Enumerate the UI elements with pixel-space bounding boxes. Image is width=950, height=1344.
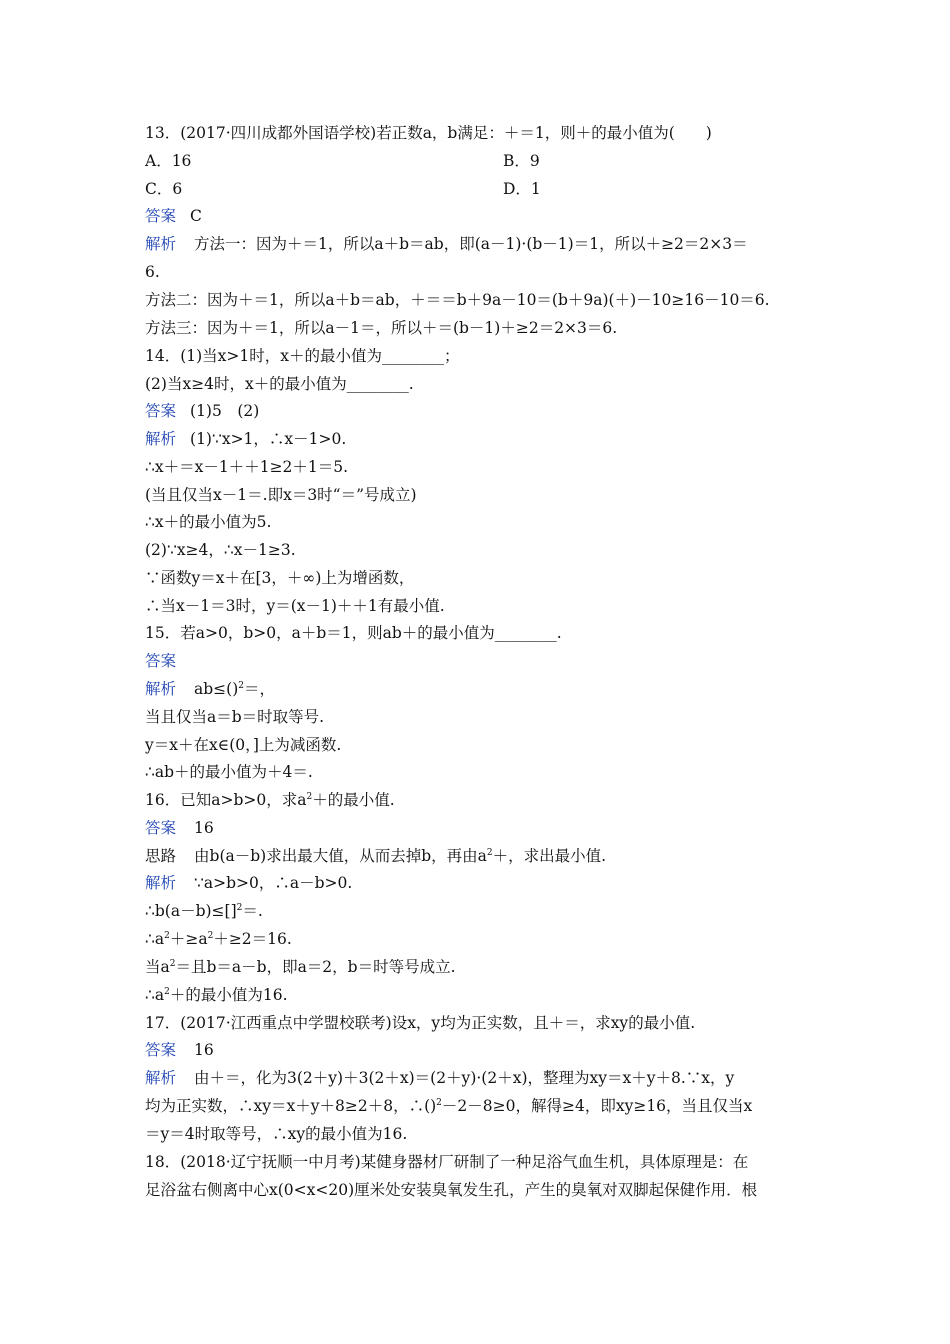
q14-analysis-line-7: ∴当x－1＝3时，y＝(x－1)＋＋1有最小值. xyxy=(145,597,445,615)
q14-analysis-line-6: ∵函数y＝x＋在[3，＋∞)上为增函数， xyxy=(145,569,415,587)
q15-answer xyxy=(145,651,815,671)
q13-answer-value: C xyxy=(190,207,202,225)
q13-option-b: B．9 xyxy=(503,152,540,170)
q13-answer xyxy=(145,206,815,226)
q14-stem-2: (2)当x≥4时，x＋的最小值为________. xyxy=(145,375,414,393)
answer-label: 答案 xyxy=(145,819,177,837)
q16-answer-value: 16 xyxy=(194,819,214,837)
analysis-label: 解析 xyxy=(145,235,177,253)
q14-analysis-line-4: ∴x＋的最小值为5. xyxy=(145,513,272,531)
q16-analysis-line-2: ∴b(a－b)≤[]$^2$＝. xyxy=(145,902,263,920)
q18-stem-1: 18．(2018·辽宁抚顺一中月考)某健身器材厂研制了一种足浴气血生机，具体原理是：在 xyxy=(145,1153,749,1171)
answer-label: 答案 xyxy=(145,652,177,670)
q15-analysis-line-3: y＝x＋在x∈(0，]上为减函数. xyxy=(145,736,342,754)
q14-analysis-line-3: (当且仅当x－1＝.即x＝3时“＝”号成立) xyxy=(145,486,417,504)
q16-analysis-line-4: 当$a^2=$且b＝a－b，即a＝2，b＝时等号成立. xyxy=(145,958,456,976)
q17-analysis-line-3: ＝y＝4时取等号，∴xy的最小值为16. xyxy=(145,1125,408,1143)
q17-analysis-line-1: 解析 由＋＝，化为3(2＋y)＋3(2＋x)＝(2＋y)·(2＋x)，整理为xy＝x＋y＋8.∵x，y xyxy=(145,1069,735,1087)
q15-analysis-line-4: ∴ab＋的最小值为＋4＝. xyxy=(145,763,313,781)
answer-label: 答案 xyxy=(145,402,177,420)
q16-answer xyxy=(145,818,815,838)
q13-analysis-line-1 xyxy=(145,234,815,254)
q17-stem: 17．(2017·江西重点中学盟校联考)设x，y均为正实数，且＋＝，求xy的最小值. xyxy=(145,1014,696,1032)
q13-options-row-1 xyxy=(145,151,815,171)
q13-option-c: C．6 xyxy=(145,180,183,198)
answer-label: 答案 xyxy=(145,207,177,225)
q17-analysis-line-2: 均为正实数，∴xy＝x＋y＋8≥2＋8，∴()$^2$－2－8≥0，解得≥4，即xy≥16，当且仅当x xyxy=(145,1097,753,1115)
q13-option-d: D．1 xyxy=(503,180,541,198)
q15-stem: 15．若a>0，b>0，a＋b＝1，则ab＋的最小值为________. xyxy=(145,624,562,642)
q14-stem-1: 14．(1)当x>1时，x＋的最小值为________； xyxy=(145,347,460,365)
analysis-label: 解析 xyxy=(145,1069,177,1087)
q17-answer-value: 16 xyxy=(194,1041,214,1059)
q16-idea: 思路 由b(a－b)求出最大值，从而去掉b，再由$a^2+$，求出最小值. xyxy=(145,847,607,865)
q14-analysis-line-1 xyxy=(145,429,815,449)
q14-analysis-line-2: ∴x＋＝x－1＋＋1≥2＋1＝5. xyxy=(145,458,349,476)
q15-analysis-line-1: 解析 ab≤()$^2$＝， xyxy=(145,680,276,698)
q18-stem-2: 足浴盆右侧离中心x(0<x<20)厘米处安装臭氧发生孔，产生的臭氧对双脚起保健作用．根 xyxy=(145,1181,758,1199)
q16-analysis-line-3: $\therefore a^2+\ge a^2+\ge 2=16$. xyxy=(145,930,292,948)
analysis-label: 解析 xyxy=(145,874,177,892)
q15-analysis-line-2: 当且仅当a＝b＝时取等号. xyxy=(145,708,325,726)
idea-label: 思路 xyxy=(145,847,177,865)
q14-analysis-line-5: (2)∵x≥4，∴x－1≥3. xyxy=(145,541,296,559)
q16-analysis-line-5: $\therefore a^2+$的最小值为16. xyxy=(145,986,288,1004)
q14-answer xyxy=(145,401,815,421)
q13-analysis-line-3: 方法二：因为＋＝1，所以a＋b＝ab，＋＝＝b＋9a－10＝(b＋9a)(＋)－10≥16－10＝6. xyxy=(145,291,770,309)
q14-analysis-text-1: (1)∵x>1，∴x－1>0. xyxy=(190,430,347,448)
q13-analysis-text-1: 方法一：因为＋＝1，所以a＋b＝ab，即(a－1)·(b－1)＝1，所以＋≥2＝2×3＝ xyxy=(194,235,748,253)
analysis-label: 解析 xyxy=(145,680,177,698)
q17-answer xyxy=(145,1040,815,1060)
analysis-label: 解析 xyxy=(145,430,177,448)
q16-analysis-line-1: 解析 ∵a>b>0，∴a－b>0. xyxy=(145,874,353,892)
q16-stem: 16．已知a>b>0，求$a^2+$的最小值. xyxy=(145,791,395,809)
q13-options-row-2 xyxy=(145,179,815,199)
q13-analysis-line-4: 方法三：因为＋＝1，所以a－1＝，所以＋＝(b－1)＋≥2＝2×3＝6. xyxy=(145,319,618,337)
q13-stem: 13．(2017·四川成都外国语学校)若正数a，b满足：＋＝1，则＋的最小值为( ) xyxy=(145,124,712,142)
q14-answer-value: (1)5 (2) xyxy=(190,402,260,420)
q13-analysis-line-2: 6. xyxy=(145,263,160,281)
answer-label: 答案 xyxy=(145,1041,177,1059)
q13-option-a: A．16 xyxy=(145,152,192,170)
